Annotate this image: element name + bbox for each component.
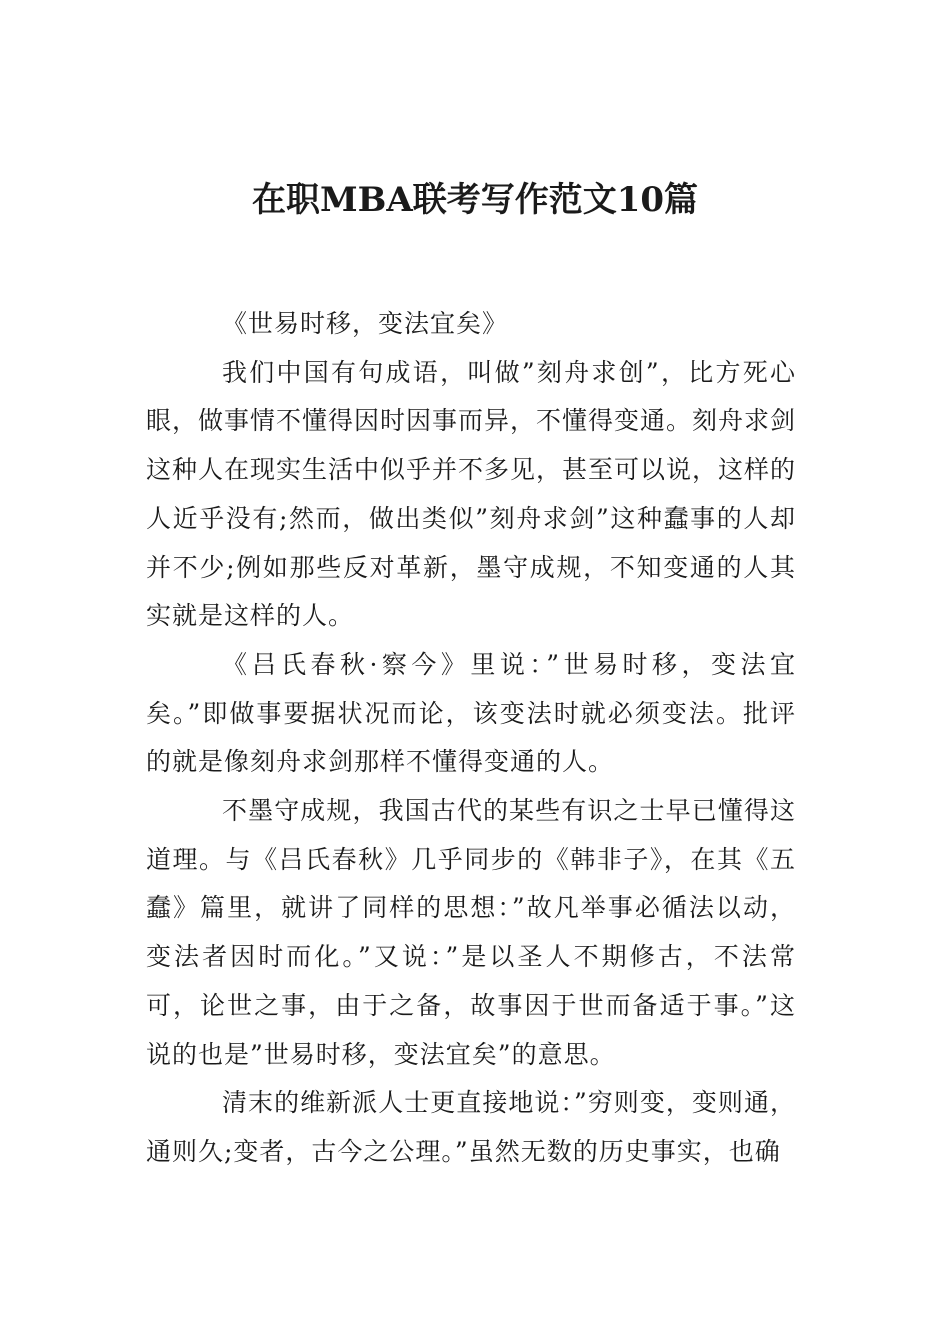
paragraph: 《吕氏春秋·察今》里说：”世易时移，变法宜矣。”即做事要据状况而论，该变法时就必须变法。批评的就是像刻舟求剑那样不懂得变通的人。: [146, 649, 796, 777]
document-title: 在职MBA联考写作范文10篇: [251, 180, 699, 220]
document-body: [146, 300, 796, 1177]
paragraph: 清末的维新派人士更直接地说：”穷则变，变则通，通则久;变者，古今之公理。”虽然无数的历史事实，也确: [146, 1088, 796, 1166]
paragraph-essay-title: 《世易时移，变法宜矣》: [222, 309, 509, 338]
paragraph: 我们中国有句成语，叫做”刻舟求创”，比方死心眼，做事情不懂得因时因事而异，不懂得变通。刻舟求剑这种人在现实生活中似乎并不多见，甚至可以说，这样的人近乎没有;然而，做出类似”刻舟求剑”这种蠢事的人却并不少;例如那些反对革新，墨守成规，不知变通的人其实就是这样的人。: [146, 357, 797, 631]
paragraph: 不墨守成规，我国古代的某些有识之士早已懂得这道理。与《吕氏春秋》几乎同步的《韩非子》，在其《五蠢》篇里，就讲了同样的思想：”故凡举事必循法以动，变法者因时而化。”又说：”是以圣人不期修古，不法常可，论世之事，由于之备，故事因于世而备适于事。”这说的也是”世易时移，变法宜矣”的意思。: [146, 796, 796, 1069]
